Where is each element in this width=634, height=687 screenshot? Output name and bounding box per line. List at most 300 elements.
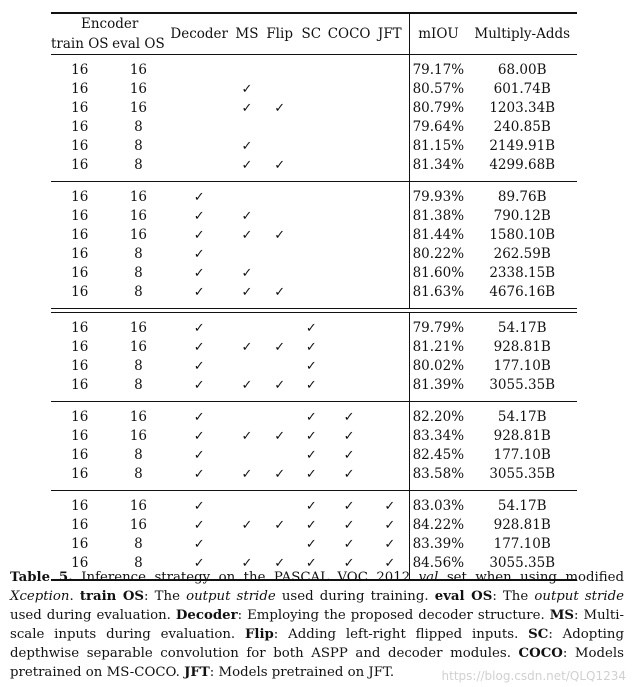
coco-cell <box>327 245 371 264</box>
miou-cell: 80.22% <box>409 245 467 264</box>
check-icon: ✓ <box>193 247 205 262</box>
miou-cell: 80.57% <box>409 80 467 99</box>
flip-cell <box>264 338 296 357</box>
madds-cell: 89.76B <box>497 189 547 205</box>
check-icon: ✓ <box>384 499 396 514</box>
madds-cell: 2338.15B <box>489 265 556 281</box>
eval-os-cell: 16 <box>129 428 147 444</box>
check-icon: ✓ <box>241 158 253 173</box>
decoder-cell <box>168 118 230 137</box>
flip-cell <box>264 188 296 207</box>
miou-cell: 82.45% <box>409 446 467 465</box>
sc-cell <box>296 535 328 554</box>
sc-cell <box>296 245 328 264</box>
sc-cell <box>296 408 328 427</box>
jft-cell <box>371 408 409 427</box>
decoder-cell <box>168 357 230 376</box>
jft-cell <box>371 535 409 554</box>
check-icon: ✓ <box>305 518 317 533</box>
eval-os-header: eval OS <box>112 36 165 52</box>
table-body <box>51 55 577 582</box>
check-icon: ✓ <box>384 537 396 552</box>
check-icon: ✓ <box>241 340 253 355</box>
check-icon: ✓ <box>274 228 286 243</box>
decoder-cell <box>168 376 230 395</box>
madds-cell: 177.10B <box>493 536 551 552</box>
ms-cell <box>230 264 264 283</box>
check-icon: ✓ <box>241 429 253 444</box>
miou-cell: 84.56% <box>409 554 467 573</box>
train-os-cell: 16 <box>71 284 89 300</box>
check-icon: ✓ <box>305 537 317 552</box>
miou-cell: 81.21% <box>409 338 467 357</box>
ms-cell <box>230 319 264 338</box>
table-row <box>51 156 577 175</box>
ms-cell <box>230 188 264 207</box>
table-row <box>51 376 577 395</box>
decoder-cell <box>168 427 230 446</box>
decoder-cell <box>168 283 230 302</box>
flip-cell <box>264 516 296 535</box>
train-os-cell: 16 <box>71 157 89 173</box>
ms-cell <box>230 80 264 99</box>
sc-cell <box>296 80 328 99</box>
flip-cell <box>264 427 296 446</box>
ms-cell <box>230 408 264 427</box>
eval-os-cell: 8 <box>134 377 143 393</box>
check-icon: ✓ <box>274 158 286 173</box>
coco-header: COCO <box>327 26 371 42</box>
caption-run: . <box>69 589 80 604</box>
decoder-cell <box>168 99 230 118</box>
ms-cell <box>230 465 264 484</box>
jft-cell <box>371 446 409 465</box>
sc-cell <box>296 357 328 376</box>
caption-run: : The <box>492 589 535 604</box>
eval-os-cell: 8 <box>134 246 143 262</box>
eval-os-cell: 8 <box>134 284 143 300</box>
ms-cell <box>230 427 264 446</box>
caption-run: Inference strategy on the PASCAL VOC 2012 <box>72 570 419 585</box>
coco-cell <box>327 319 371 338</box>
caption-run: Flip <box>244 627 274 642</box>
flip-cell <box>264 80 296 99</box>
ms-cell <box>230 61 264 80</box>
ms-cell <box>230 338 264 357</box>
miou-cell: 79.93% <box>409 188 467 207</box>
eval-os-cell: 8 <box>134 555 143 571</box>
miou-cell: 81.63% <box>409 283 467 302</box>
miou-header: mIOU <box>409 14 467 55</box>
check-icon: ✓ <box>241 209 253 224</box>
flip-cell <box>264 535 296 554</box>
eval-os-cell: 8 <box>134 138 143 154</box>
check-icon: ✓ <box>305 448 317 463</box>
decoder-cell <box>168 497 230 516</box>
jft-cell <box>371 357 409 376</box>
check-icon: ✓ <box>274 101 286 116</box>
decoder-cell <box>168 408 230 427</box>
results-table <box>51 12 577 581</box>
miou-cell: 79.79% <box>409 319 467 338</box>
flip-cell <box>264 61 296 80</box>
coco-cell <box>327 80 371 99</box>
flip-cell <box>264 283 296 302</box>
train-os-cell: 16 <box>71 498 89 514</box>
eval-os-cell: 16 <box>129 189 147 205</box>
decoder-cell <box>168 264 230 283</box>
flip-cell <box>264 137 296 156</box>
coco-cell <box>327 497 371 516</box>
madds-cell: 240.85B <box>493 119 551 135</box>
ms-cell <box>230 99 264 118</box>
miou-cell: 81.44% <box>409 226 467 245</box>
madds-cell: 262.59B <box>493 246 551 262</box>
miou-cell: 81.34% <box>409 156 467 175</box>
coco-cell <box>327 376 371 395</box>
ms-cell <box>230 137 264 156</box>
sc-cell <box>296 207 328 226</box>
miou-cell: 81.38% <box>409 207 467 226</box>
miou-cell: 80.79% <box>409 99 467 118</box>
decoder-cell <box>168 137 230 156</box>
check-icon: ✓ <box>193 321 205 336</box>
caption-run: : Adding left-right flipped inputs. <box>273 627 529 642</box>
coco-cell <box>327 465 371 484</box>
check-icon: ✓ <box>193 359 205 374</box>
check-icon: ✓ <box>274 285 286 300</box>
check-icon: ✓ <box>305 340 317 355</box>
check-icon: ✓ <box>193 429 205 444</box>
decoder-cell <box>168 156 230 175</box>
jft-cell <box>371 207 409 226</box>
jft-cell <box>371 319 409 338</box>
decoder-cell <box>168 446 230 465</box>
miou-cell: 83.58% <box>409 465 467 484</box>
madds-cell: 68.00B <box>497 62 547 78</box>
check-icon: ✓ <box>241 139 253 154</box>
eval-os-cell: 16 <box>129 100 147 116</box>
check-icon: ✓ <box>305 410 317 425</box>
train-os-cell: 16 <box>71 81 89 97</box>
train-os-cell: 16 <box>71 409 89 425</box>
eval-os-cell: 8 <box>134 119 143 135</box>
table-row <box>51 516 577 535</box>
miou-cell: 83.34% <box>409 427 467 446</box>
coco-cell <box>327 207 371 226</box>
sc-cell <box>296 338 328 357</box>
check-icon: ✓ <box>274 340 286 355</box>
eval-os-cell: 8 <box>134 265 143 281</box>
sc-cell <box>296 118 328 137</box>
train-os-cell: 16 <box>71 555 89 571</box>
table-row <box>51 535 577 554</box>
jft-cell <box>371 61 409 80</box>
coco-cell <box>327 535 371 554</box>
jft-cell <box>371 80 409 99</box>
eval-os-cell: 16 <box>129 227 147 243</box>
check-icon: ✓ <box>193 467 205 482</box>
table-row <box>51 61 577 80</box>
miou-cell: 84.22% <box>409 516 467 535</box>
madds-cell: 4299.68B <box>489 157 556 173</box>
madds-cell: 3055.35B <box>489 466 556 482</box>
eval-os-cell: 16 <box>129 498 147 514</box>
train-os-cell: 16 <box>71 265 89 281</box>
miou-cell: 81.15% <box>409 137 467 156</box>
ms-cell <box>230 118 264 137</box>
jft-cell <box>371 283 409 302</box>
caption-run: : Models pretrained on MS-COCO. <box>10 646 624 680</box>
eval-os-cell: 8 <box>134 466 143 482</box>
check-icon: ✓ <box>241 101 253 116</box>
sc-cell <box>296 497 328 516</box>
train-os-cell: 16 <box>71 138 89 154</box>
coco-cell <box>327 516 371 535</box>
madds-cell: 3055.35B <box>489 377 556 393</box>
coco-cell <box>327 118 371 137</box>
sc-cell <box>296 376 328 395</box>
table-row <box>51 80 577 99</box>
check-icon: ✓ <box>305 321 317 336</box>
check-icon: ✓ <box>193 228 205 243</box>
coco-cell <box>327 61 371 80</box>
sc-cell <box>296 61 328 80</box>
train-os-cell: 16 <box>71 100 89 116</box>
check-icon: ✓ <box>274 556 286 571</box>
caption-run: : Models pretrained on JFT. <box>209 665 395 680</box>
check-icon: ✓ <box>274 378 286 393</box>
flip-cell <box>264 99 296 118</box>
madds-cell: 177.10B <box>493 447 551 463</box>
check-icon: ✓ <box>305 467 317 482</box>
madds-cell: 1203.34B <box>489 100 556 116</box>
check-icon: ✓ <box>343 448 355 463</box>
madds-cell: 1580.10B <box>489 227 556 243</box>
sc-cell <box>296 137 328 156</box>
jft-cell <box>371 99 409 118</box>
sc-header: SC <box>301 26 322 42</box>
sc-cell <box>296 226 328 245</box>
sc-cell <box>296 188 328 207</box>
check-icon: ✓ <box>274 467 286 482</box>
decoder-cell <box>168 465 230 484</box>
flip-cell <box>264 465 296 484</box>
coco-cell <box>327 357 371 376</box>
check-icon: ✓ <box>274 429 286 444</box>
table-row <box>51 264 577 283</box>
coco-cell <box>327 137 371 156</box>
train-os-cell: 16 <box>71 246 89 262</box>
coco-cell <box>327 408 371 427</box>
caption-run: Table 5. <box>10 570 73 585</box>
check-icon: ✓ <box>193 556 205 571</box>
eval-os-cell: 8 <box>134 536 143 552</box>
check-icon: ✓ <box>343 537 355 552</box>
check-icon: ✓ <box>343 556 355 571</box>
encoder-header: Encoder <box>80 16 139 32</box>
coco-cell <box>327 283 371 302</box>
ms-cell <box>230 535 264 554</box>
train-os-cell: 16 <box>71 339 89 355</box>
train-os-cell: 16 <box>71 428 89 444</box>
caption-run: used during training. <box>275 589 435 604</box>
check-icon: ✓ <box>193 410 205 425</box>
flip-cell <box>264 226 296 245</box>
flip-cell <box>264 245 296 264</box>
train-os-cell: 16 <box>71 377 89 393</box>
sc-cell <box>296 319 328 338</box>
ms-cell <box>230 156 264 175</box>
check-icon: ✓ <box>193 378 205 393</box>
decoder-cell <box>168 319 230 338</box>
miou-cell: 81.39% <box>409 376 467 395</box>
check-icon: ✓ <box>193 340 205 355</box>
madds-cell: 928.81B <box>493 517 551 533</box>
table-row <box>51 245 577 264</box>
jft-cell <box>371 118 409 137</box>
train-os-cell: 16 <box>71 227 89 243</box>
check-icon: ✓ <box>193 518 205 533</box>
madds-header: Multiply-Adds <box>474 26 571 42</box>
check-icon: ✓ <box>241 378 253 393</box>
caption-run: used during evaluation. <box>10 608 176 623</box>
ms-cell <box>230 283 264 302</box>
check-icon: ✓ <box>193 537 205 552</box>
jft-cell <box>371 156 409 175</box>
coco-cell <box>327 264 371 283</box>
madds-cell: 928.81B <box>493 428 551 444</box>
watermark: https://blog.csdn.net/QLQ1234 <box>441 669 626 683</box>
check-icon: ✓ <box>305 359 317 374</box>
caption-run: SC <box>528 627 549 642</box>
jft-cell <box>371 264 409 283</box>
ms-header: MS <box>235 26 259 42</box>
flip-cell <box>264 376 296 395</box>
madds-cell: 54.17B <box>497 409 547 425</box>
check-icon: ✓ <box>343 410 355 425</box>
madds-cell: 601.74B <box>493 81 551 97</box>
sc-cell <box>296 156 328 175</box>
coco-cell <box>327 446 371 465</box>
jft-cell <box>371 427 409 446</box>
check-icon: ✓ <box>241 556 253 571</box>
train-os-header: train OS <box>51 36 109 52</box>
madds-cell: 3055.35B <box>489 555 556 571</box>
check-icon: ✓ <box>384 518 396 533</box>
table-caption <box>10 568 624 682</box>
jft-cell <box>371 465 409 484</box>
train-os-cell: 16 <box>71 62 89 78</box>
train-os-cell: 16 <box>71 517 89 533</box>
coco-cell <box>327 188 371 207</box>
eval-os-cell: 8 <box>134 157 143 173</box>
train-os-cell: 16 <box>71 208 89 224</box>
sc-cell <box>296 264 328 283</box>
check-icon: ✓ <box>305 499 317 514</box>
sc-cell <box>296 465 328 484</box>
jft-cell <box>371 137 409 156</box>
caption-run: JFT <box>184 665 210 680</box>
train-os-cell: 16 <box>71 119 89 135</box>
check-icon: ✓ <box>241 228 253 243</box>
coco-cell <box>327 99 371 118</box>
table-row <box>51 283 577 302</box>
table-row <box>51 357 577 376</box>
jft-cell <box>371 245 409 264</box>
ms-cell <box>230 245 264 264</box>
ms-cell <box>230 516 264 535</box>
decoder-cell <box>168 80 230 99</box>
caption-run: : Employing the proposed decoder structure. <box>237 608 550 623</box>
eval-os-cell: 16 <box>129 320 147 336</box>
decoder-header: Decoder <box>170 26 228 42</box>
check-icon: ✓ <box>241 285 253 300</box>
eval-os-cell: 16 <box>129 409 147 425</box>
coco-cell <box>327 338 371 357</box>
train-os-cell: 16 <box>71 447 89 463</box>
flip-cell <box>264 497 296 516</box>
check-icon: ✓ <box>343 467 355 482</box>
table-row <box>51 188 577 207</box>
madds-cell: 4676.16B <box>489 284 556 300</box>
check-icon: ✓ <box>193 266 205 281</box>
flip-cell <box>264 118 296 137</box>
table-row <box>51 207 577 226</box>
table-row <box>51 118 577 137</box>
table-row <box>51 226 577 245</box>
caption-run: output stride <box>534 589 624 604</box>
check-icon: ✓ <box>193 285 205 300</box>
caption-run: Xception <box>10 589 70 604</box>
decoder-cell <box>168 535 230 554</box>
flip-cell <box>264 446 296 465</box>
miou-cell: 83.39% <box>409 535 467 554</box>
madds-cell: 790.12B <box>493 208 551 224</box>
flip-cell <box>264 319 296 338</box>
madds-cell: 928.81B <box>493 339 551 355</box>
jft-header: JFT <box>377 26 402 42</box>
miou-cell: 81.60% <box>409 264 467 283</box>
miou-cell: 79.17% <box>409 61 467 80</box>
jft-cell <box>371 376 409 395</box>
train-os-cell: 16 <box>71 320 89 336</box>
miou-cell: 79.64% <box>409 118 467 137</box>
table-row <box>51 99 577 118</box>
caption-run: MS <box>549 608 575 623</box>
train-os-cell: 16 <box>71 536 89 552</box>
eval-os-cell: 8 <box>134 447 143 463</box>
coco-cell <box>327 427 371 446</box>
eval-os-cell: 16 <box>129 517 147 533</box>
eval-os-cell: 8 <box>134 358 143 374</box>
table-row <box>51 137 577 156</box>
caption-run: eval OS <box>434 589 493 604</box>
check-icon: ✓ <box>343 499 355 514</box>
caption-run: val <box>418 570 439 585</box>
jft-cell <box>371 497 409 516</box>
table-row <box>51 497 577 516</box>
caption-run: output stride <box>186 589 276 604</box>
ms-cell <box>230 357 264 376</box>
decoder-cell <box>168 226 230 245</box>
table-row <box>51 427 577 446</box>
flip-header: Flip <box>266 26 293 42</box>
sc-cell <box>296 283 328 302</box>
check-icon: ✓ <box>241 82 253 97</box>
sc-cell <box>296 516 328 535</box>
eval-os-cell: 16 <box>129 208 147 224</box>
